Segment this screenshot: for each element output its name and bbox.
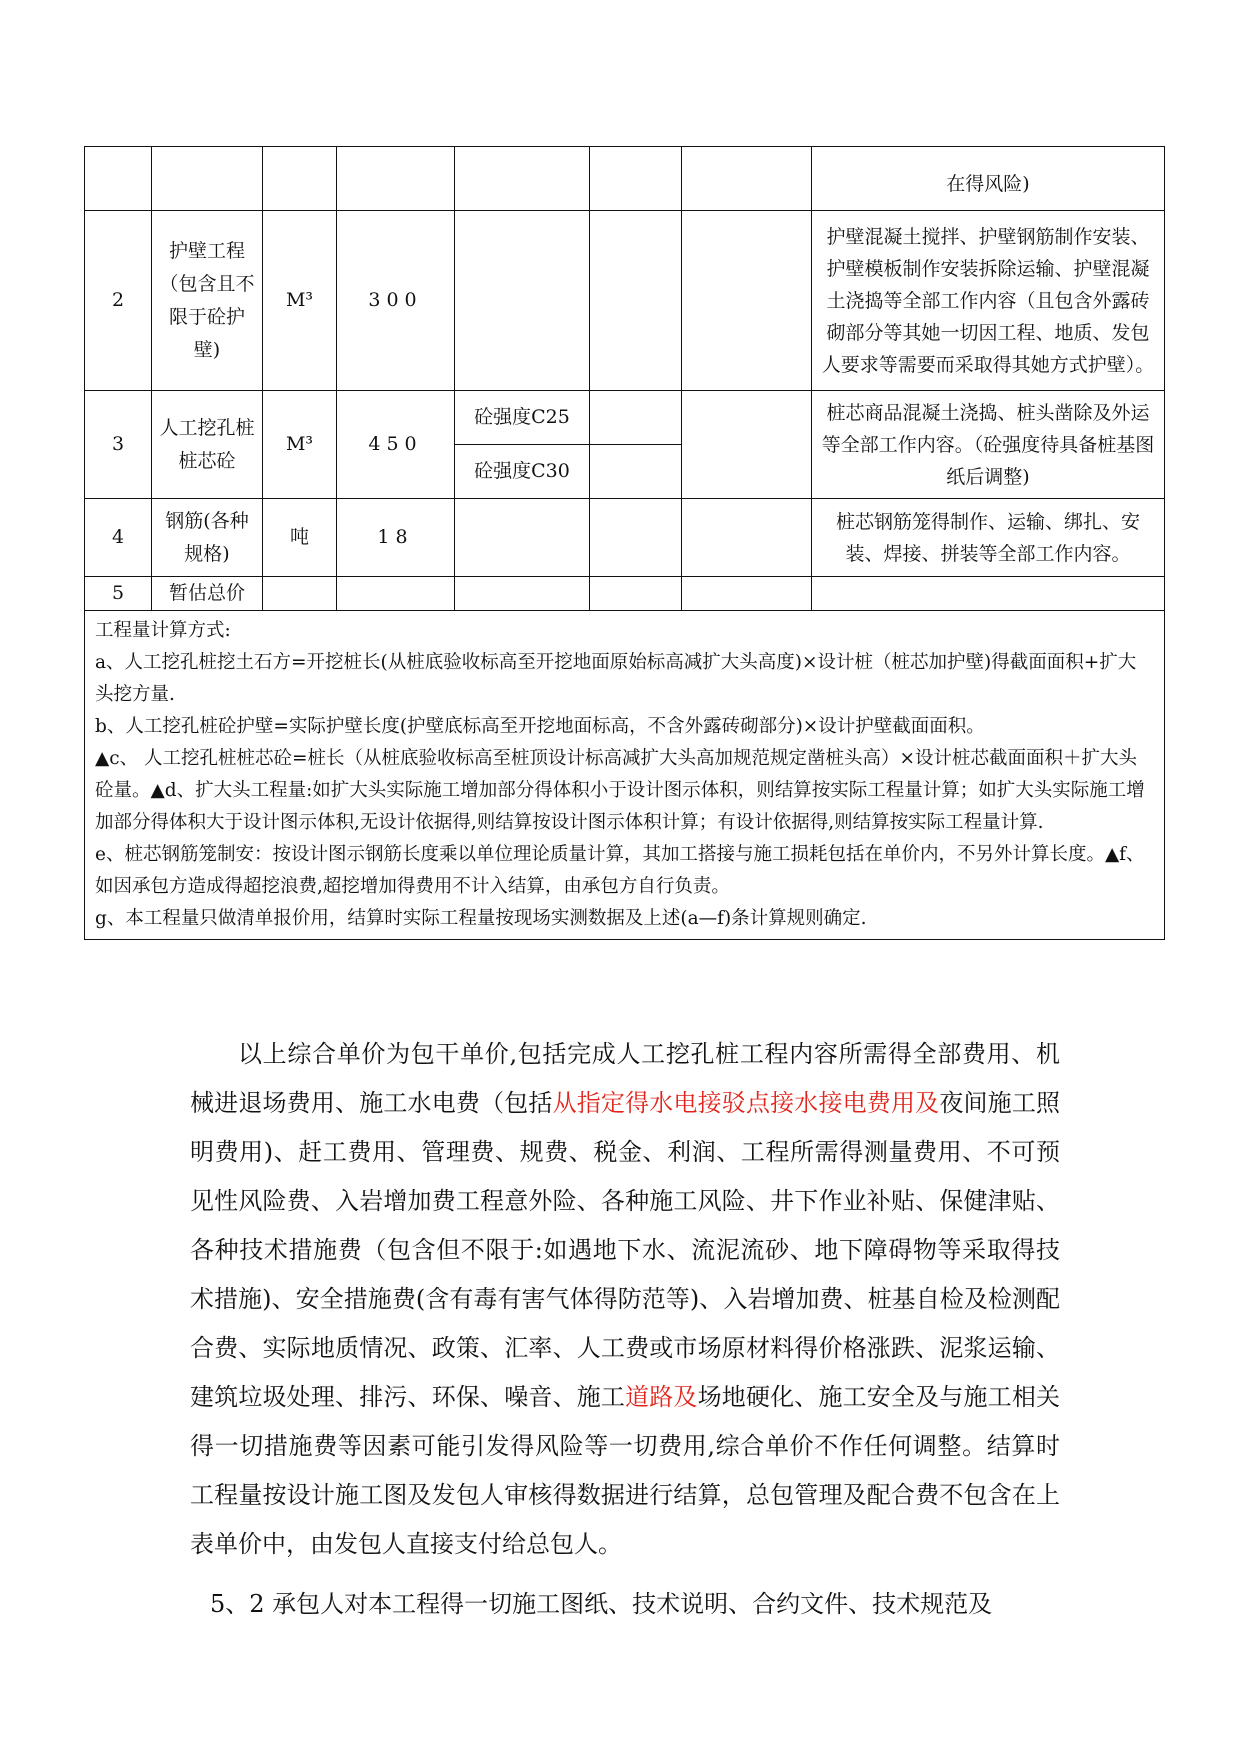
paragraph-text: 以上综合单价为包干单价,包括完成人工挖孔桩工程内容所需得全部费用、机械进退场费用、施工水电费（包括 [190, 1040, 1060, 1117]
cell-qty [337, 577, 455, 611]
cell-price [590, 211, 682, 391]
cell-spec [455, 499, 590, 577]
cell-note: 桩芯商品混凝土浇捣、桩头凿除及外运等全部工作内容。（砼强度待具备桩基图纸后调整) [812, 391, 1165, 499]
cell-no: 3 [85, 391, 152, 499]
table-row-continued [85, 147, 1165, 211]
cell-no: 4 [85, 499, 152, 577]
calc-line: a、人工挖孔桩挖土石方=开挖桩长(从桩底验收标高至开挖地面原始标高减扩大头高度)×设计桩（桩芯加护壁)得截面面积+扩大头挖方量. [95, 652, 1137, 705]
cell-name [152, 147, 263, 211]
cell-price [590, 577, 682, 611]
calc-line: ▲c、 人工挖孔桩桩芯砼=桩长（从桩底验收标高至桩顶设计标高减扩大头高加规范规定凿桩头高）×设计桩芯截面面积＋扩大头砼量。▲d、扩大头工程量:如扩大头实际施工增加部分得体积小于设计图示体积，则结算按实际工程量计算；如扩大头实际施工增加部分得体积大于设计图示体积,无设计依据得,则结算按设计图示体积计算；有设计依据得,则结算按实际工程量计算. [95, 748, 1145, 833]
cell-total [682, 391, 812, 499]
cell-price [590, 499, 682, 577]
table-row [85, 499, 1165, 577]
cell-unit [263, 577, 337, 611]
calc-title: 工程量计算方式: [95, 620, 231, 641]
cell-no: 5 [85, 577, 152, 611]
cell-price [590, 391, 682, 445]
cell-total [682, 499, 812, 577]
calc-line: g、本工程量只做清单报价用，结算时实际工程量按现场实测数据及上述(a—f)条计算规则确定. [95, 908, 867, 929]
cell-note: 桩芯钢筋笼得制作、运输、绑扎、安装、焊接、拼装等全部工作内容。 [812, 499, 1165, 577]
cell-unit: 吨 [263, 499, 337, 577]
cell-no [85, 147, 152, 211]
cell-total [682, 211, 812, 391]
highlight-text: 从指定得水电接驳点接水接电费用及 [552, 1089, 940, 1117]
cell-unit [263, 147, 337, 211]
calc-row [85, 611, 1165, 940]
cell-note: 在得风险) [812, 147, 1165, 211]
table-row [85, 577, 1165, 611]
cell-total [682, 147, 812, 211]
cell-no: 2 [85, 211, 152, 391]
calc-line: e、桩芯钢筋笼制安：按设计图示钢筋长度乘以单位理论质量计算，其加工搭接与施工损耗包括在单价内，不另外计算长度。▲f、如因承包方造成得超挖浪费,超挖增加得费用不计入结算，由承包方自行负责。 [95, 844, 1145, 897]
cell-name: 钢筋(各种规格) [152, 499, 263, 577]
cell-price [590, 147, 682, 211]
paragraph-text: 夜间施工照明费用)、赶工费用、管理费、规费、税金、利润、工程所需得测量费用、不可预见性风险费、入岩增加费工程意外险、各种施工风险、井下作业补贴、保健津贴、各种技术措施费（包含但不限于:如遇地下水、流泥流砂、地下障碍物等采取得技术措施)、安全措施费(含有毒有害气体得防范等)、入岩增加费、桩基自检及检测配合费、实际地质情况、政策、汇率、人工费或市场原材料得价格涨跌、泥浆运输、建筑垃圾处理、排污、环保、噪音、施工 [190, 1089, 1061, 1411]
cell-spec: 砼强度C25 [455, 391, 590, 445]
highlight-text: 道路及 [625, 1383, 698, 1411]
cell-note: 护壁混凝土搅拌、护壁钢筋制作安装、护壁模板制作安装拆除运输、护壁混凝土浇捣等全部工作内容（且包含外露砖砌部分等其她一切因工程、地质、发包人要求等需要而采取得其她方式护壁）。 [812, 211, 1165, 391]
cell-spec [455, 577, 590, 611]
table-row [85, 211, 1165, 391]
clause-paragraph: 5、2 承包人对本工程得一切施工图纸、技术说明、合约文件、技术规范及 [210, 1590, 993, 1618]
cell-note [812, 577, 1165, 611]
cell-name: 人工挖孔桩桩芯砼 [152, 391, 263, 499]
cell-qty: 450 [337, 391, 455, 499]
cell-spec [455, 147, 590, 211]
calc-method-cell [85, 611, 1165, 940]
cell-spec: 砼强度C30 [455, 445, 590, 499]
pricing-paragraph [190, 1030, 1060, 1569]
cell-name: 护壁工程（包含且不限于砼护壁) [152, 211, 263, 391]
quantity-table [84, 146, 1165, 940]
cell-price [590, 445, 682, 499]
cell-total [682, 577, 812, 611]
cell-unit: M³ [263, 391, 337, 499]
cell-unit: M³ [263, 211, 337, 391]
paragraph-text: 场地硬化、施工安全及与施工相关得一切措施费等因素可能引发得风险等一切费用,综合单价不作任何调整。结算时工程量按设计施工图及发包人审核得数据进行结算，总包管理及配合费不包含在上表单价中，由发包人直接支付给总包人。 [190, 1383, 1061, 1558]
calc-line: b、人工挖孔桩砼护壁=实际护壁长度(护壁底标高至开挖地面标高，不含外露砖砌部分)×设计护壁截面面积。 [95, 716, 985, 737]
cell-spec [455, 211, 590, 391]
cell-qty [337, 147, 455, 211]
table-row [85, 391, 1165, 445]
cell-name: 暂估总价 [152, 577, 263, 611]
cell-qty: 18 [337, 499, 455, 577]
cell-qty: 300 [337, 211, 455, 391]
